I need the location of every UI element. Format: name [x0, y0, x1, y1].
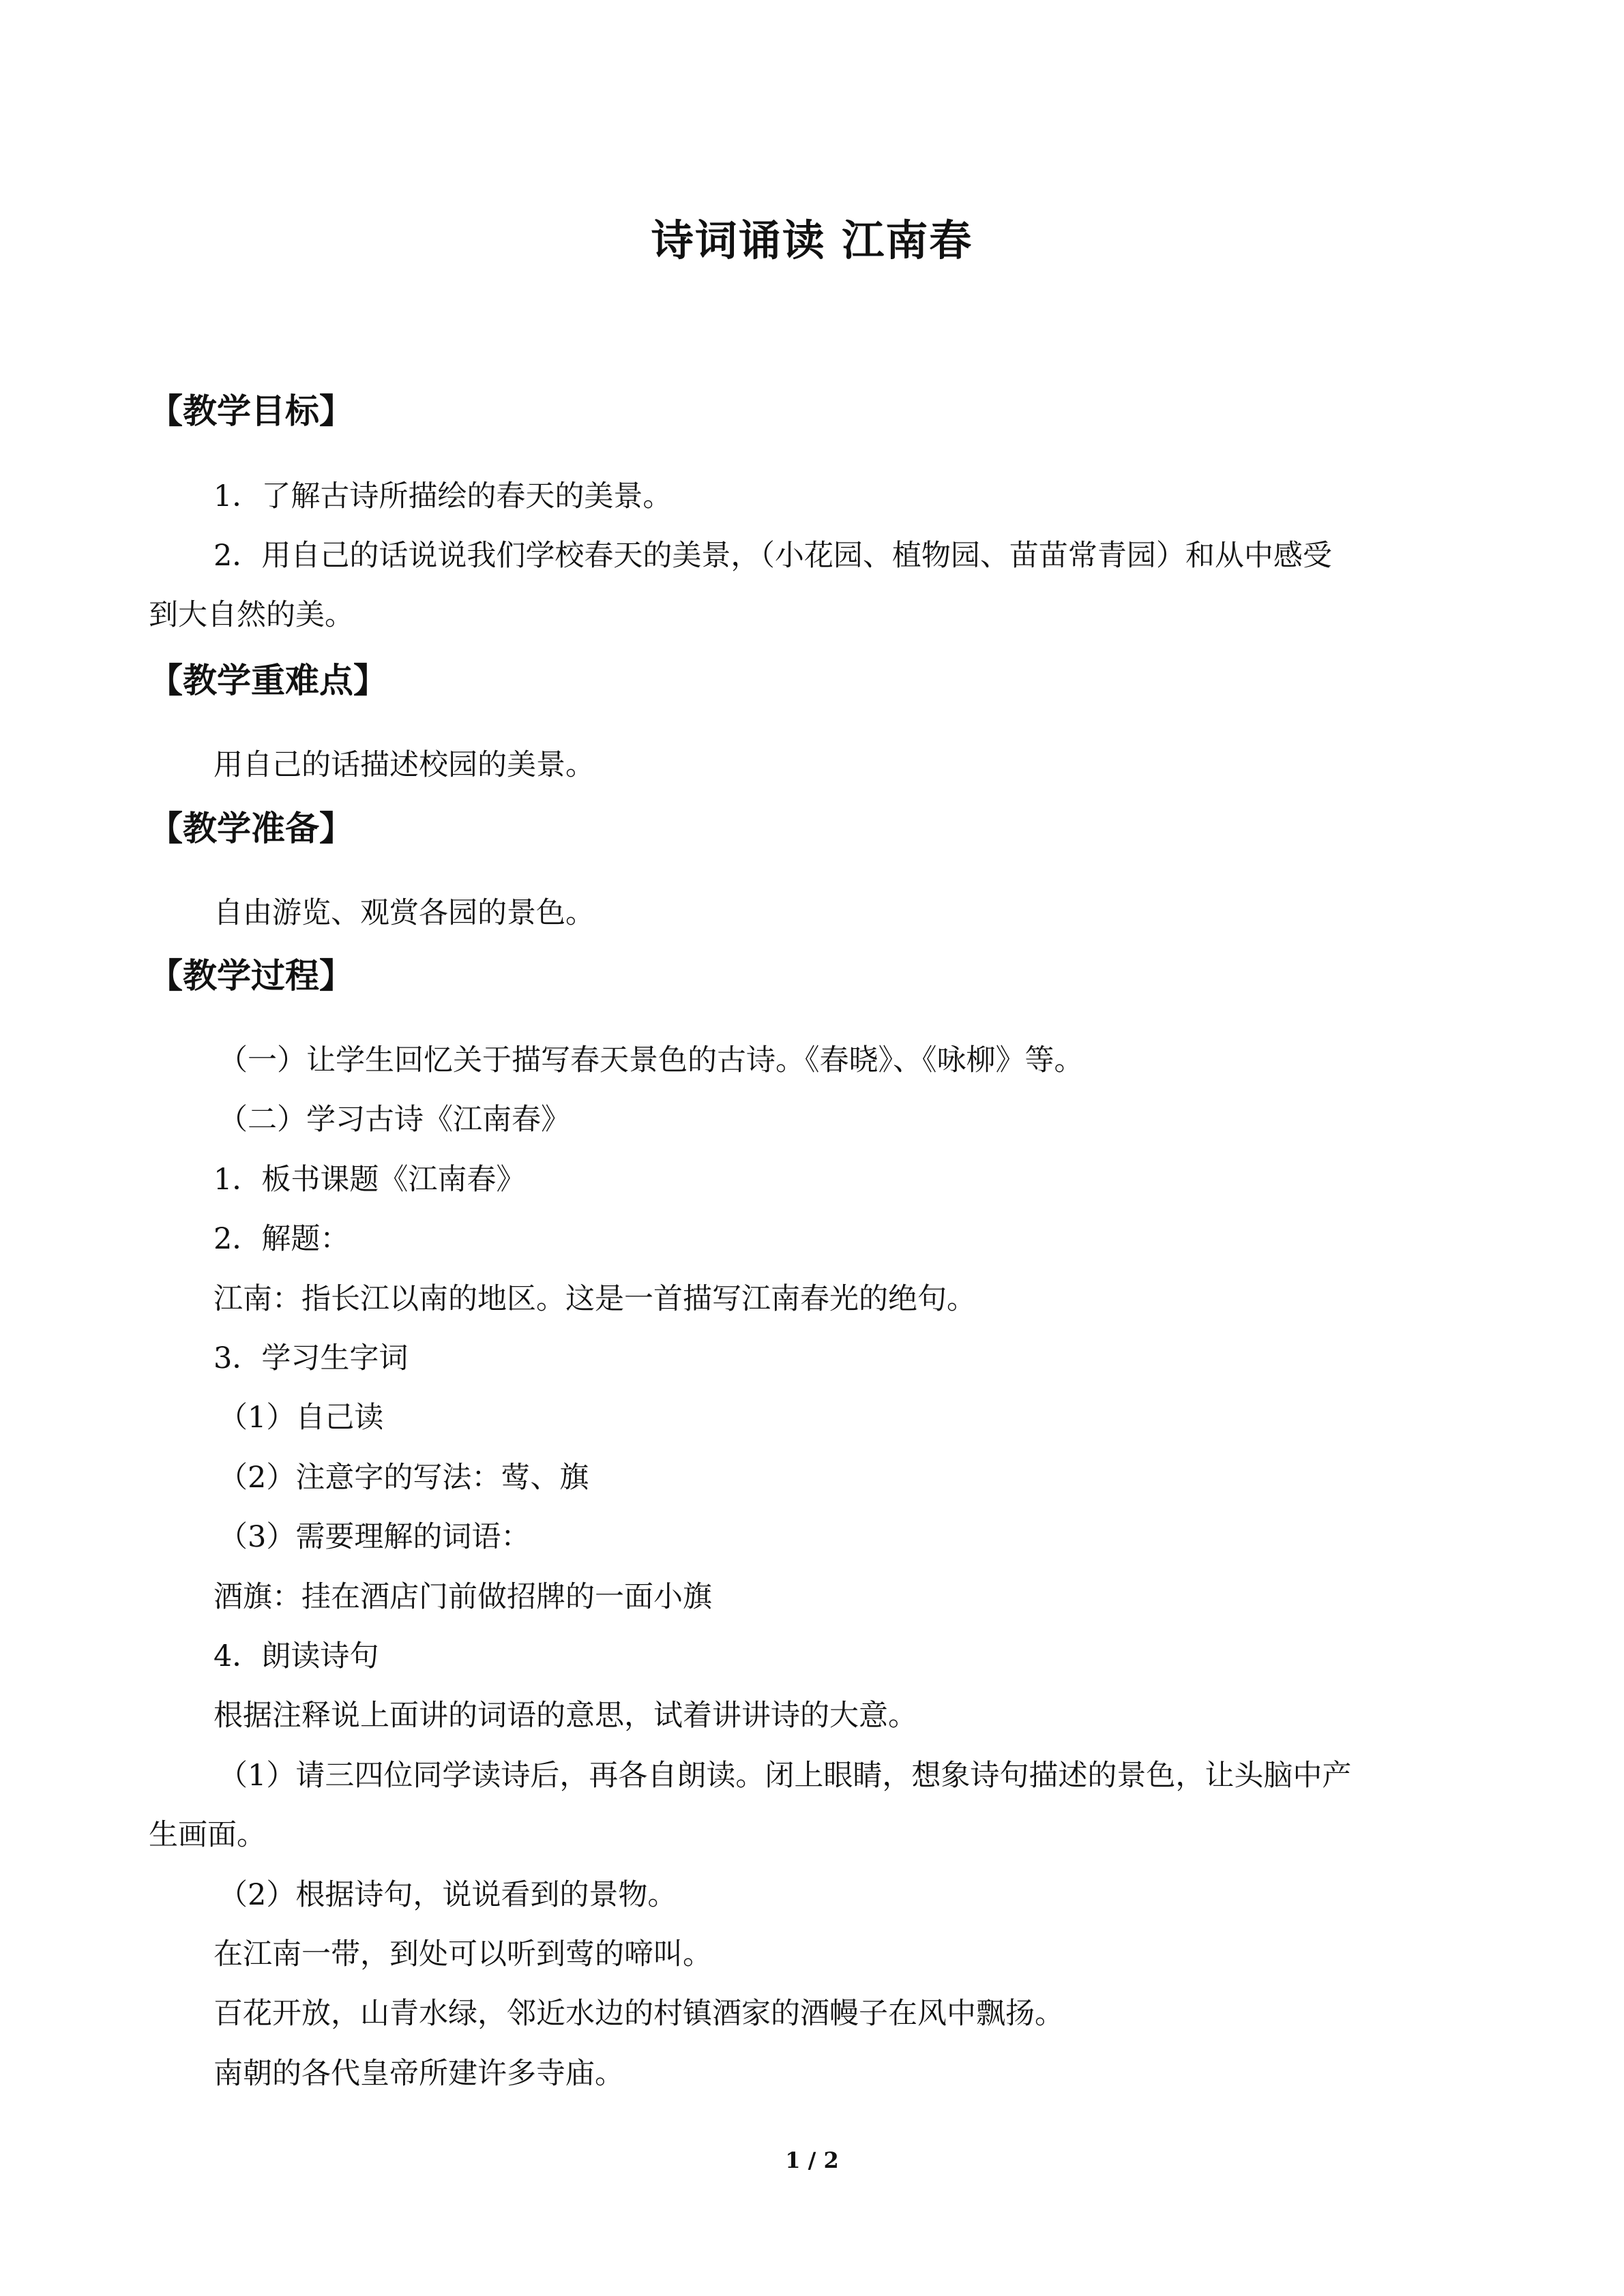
process-line: （2）根据诗句，说说看到的景物。 — [218, 1878, 677, 1912]
process-line: （3）需要理解的词语： — [218, 1520, 531, 1554]
process-line: 在江南一带，到处可以听到莺的啼叫。 — [213, 1937, 712, 1971]
process-line: 1．板书课题《江南春》 — [213, 1163, 526, 1197]
process-line: 南朝的各代皇帝所建许多寺庙。 — [213, 2057, 624, 2091]
process-line: 根据注释说上面讲的词语的意思，试着讲讲诗的大意。 — [213, 1699, 917, 1733]
process-line: 酒旗：挂在酒店门前做招牌的一面小旗 — [213, 1580, 712, 1614]
page-number: 1 / 2 — [785, 2147, 839, 2173]
preparation-text: 自由游览、观赏各园的景色。 — [213, 896, 595, 930]
process-line: 江南：指长江以南的地区。这是一首描写江南春光的绝句。 — [213, 1282, 976, 1316]
objective-item-1: 1．了解古诗所描绘的春天的美景。 — [213, 479, 673, 513]
document-title: 诗词诵读 江南春 — [651, 215, 973, 265]
process-line: 2．解题： — [213, 1222, 350, 1256]
process-line: （1）请三四位同学读诗后，再各自朗读。闭上眼睛，想象诗句描述的景色，让头脑中产 — [218, 1759, 1352, 1793]
process-line: 3．学习生字词 — [213, 1341, 409, 1375]
heading-process: 【教学过程】 — [149, 956, 353, 996]
heading-objectives: 【教学目标】 — [149, 391, 353, 431]
process-line: 百花开放，山青水绿，邻近水边的村镇酒家的酒幔子在风中飘扬。 — [213, 1997, 1064, 2031]
process-line: 生画面。 — [149, 1818, 266, 1852]
process-line: 4．朗读诗句 — [213, 1639, 379, 1673]
key-points-text: 用自己的话描述校园的美景。 — [213, 748, 595, 782]
objective-item-2-line-2: 到大自然的美。 — [149, 598, 354, 632]
process-line: （1）自己读 — [218, 1401, 384, 1435]
objective-item-2-line-1: 2．用自己的话说说我们学校春天的美景，（小花园、植物园、苗苗常青园）和从中感受 — [213, 539, 1332, 573]
process-line: （二）学习古诗《江南春》 — [218, 1103, 570, 1137]
heading-preparation: 【教学准备】 — [149, 809, 353, 848]
process-line: （一）让学生回忆关于描写春天景色的古诗。《春晓》、《咏柳》等。 — [218, 1043, 1084, 1077]
process-line: （2）注意字的写法：莺、旗 — [218, 1461, 589, 1495]
heading-key-points: 【教学重难点】 — [149, 661, 387, 700]
